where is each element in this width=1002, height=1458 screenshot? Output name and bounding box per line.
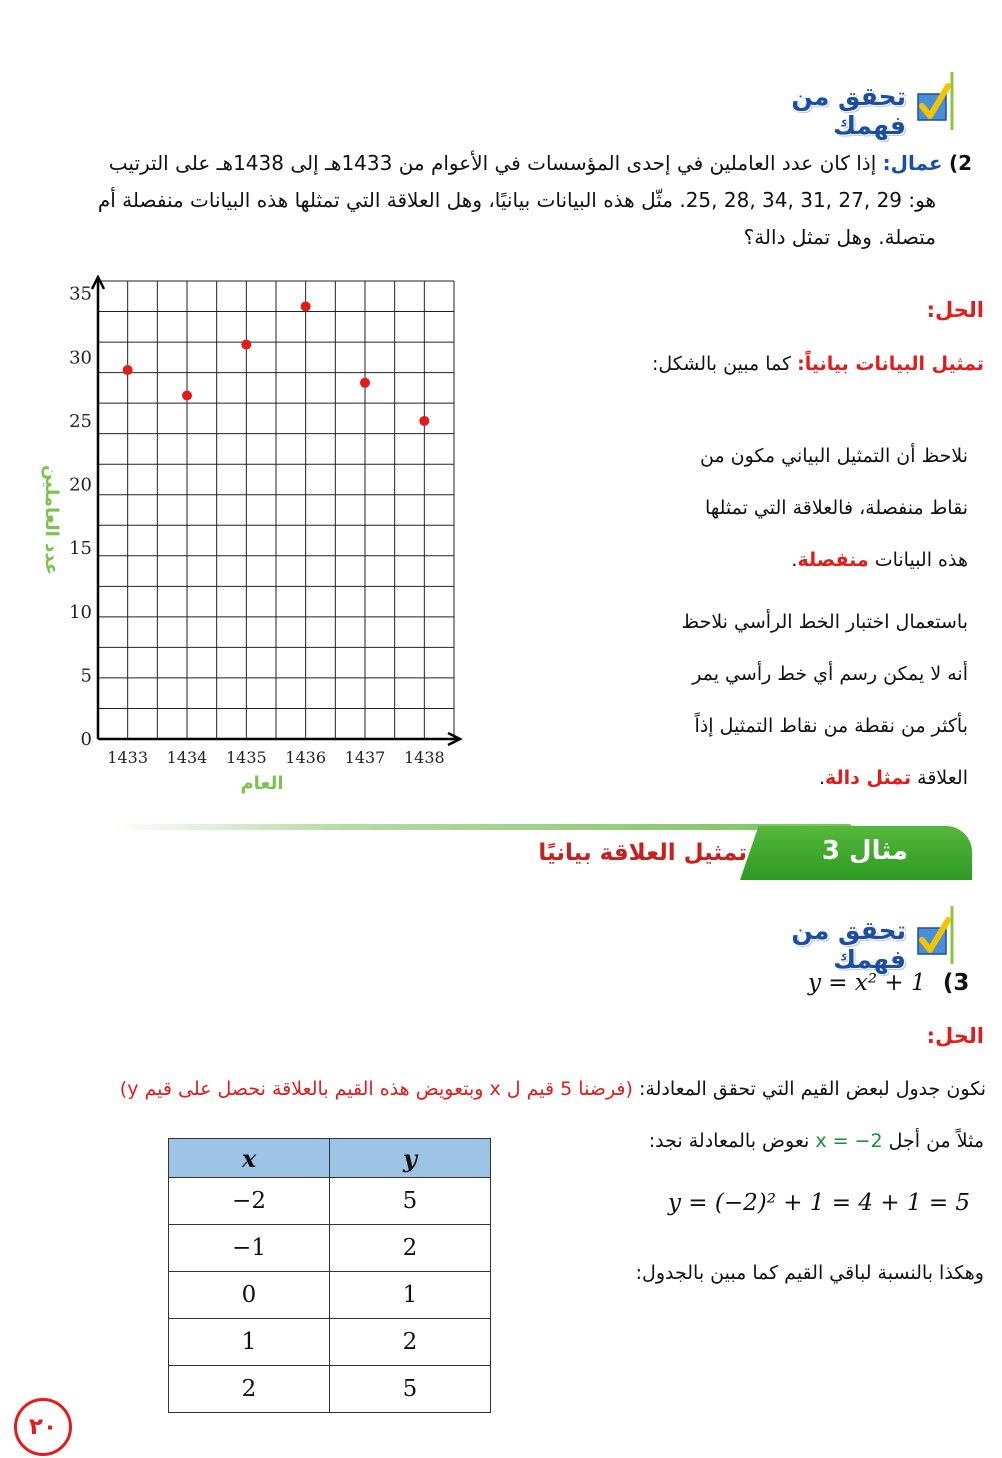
closing-text: وهكذا بالنسبة لباقي القيم كما مبين بالجدول: [635,1262,984,1284]
table-cell-x: −1 [169,1225,330,1272]
x-tick-label: 1435 [225,748,267,767]
obs2-line2: أنه لا يمكن رسم أي خط رأسي يمر [692,663,968,685]
example-equation: x = −2 [815,1130,883,1152]
problem-2 [22,145,972,256]
y-tick-label: 30 [69,347,92,369]
checkmark-icon [914,72,962,132]
y-tick-label: 15 [69,538,92,560]
y-tick-label: 25 [69,410,92,432]
x-axis-label: العام [240,773,284,794]
problem-3-number: (3 [942,970,970,996]
table-header-y: y [330,1139,491,1178]
page-number: ٢٠ [14,1398,72,1456]
graph-caption-rest: كما مبين بالشكل: [651,353,798,375]
table-row [169,1225,491,1272]
table-intro-line [11,1078,986,1100]
x-tick-label: 1433 [107,748,149,767]
y-tick-label: 5 [80,665,92,687]
table-row [169,1366,491,1413]
obs1-line3-text: هذه البيانات [868,549,968,571]
y-tick-label: 10 [69,601,92,623]
example-line [649,1130,984,1152]
table-note: (فرضنا 5 قيم ل x وبتعويض هذه القيم بالعلاقة نحصل على قيم y) [119,1078,633,1100]
problem-2-line1 [22,145,972,182]
example-banner-line [112,824,852,830]
problem-3-equation: y = x² + 1 [808,970,926,996]
obs2-line3: بأكثر من نقطة من نقاط التمثيل إذاً [694,715,968,737]
data-point [182,391,192,401]
graph-caption-emphasis: تمثيل البيانات بيانياً: [797,353,984,375]
problem-tag: عمال: [882,151,943,175]
table-cell-x: −2 [169,1178,330,1225]
table-cell-y: 2 [330,1319,491,1366]
x-tick-label: 1436 [285,748,327,767]
table-cell-x: 2 [169,1366,330,1413]
obs1-emphasis: منفصلة [797,549,869,571]
table-row [169,1319,491,1366]
solution-2-heading: الحل: [926,1024,984,1048]
graph-caption [652,353,984,375]
y-tick-label: 0 [80,729,92,750]
obs2-line1: باستعمال اختبار الخط الرأسي نلاحظ [681,611,968,633]
y-tick-label: 35 [69,283,92,305]
y-tick-label: 20 [69,474,92,496]
table-cell-y: 5 [330,1366,491,1413]
problem-2-line3: متصلة. وهل تمثل دالة؟ [743,225,936,249]
obs2-line4 [638,752,968,804]
example-subtitle: تمثيل العلاقة بيانيًا [538,840,747,866]
obs1-line3 [648,534,968,586]
table-cell-y: 5 [330,1178,491,1225]
table-cell-y: 1 [330,1272,491,1319]
checkmark-icon [914,906,962,966]
check-understanding-header [722,72,962,140]
data-point [123,365,133,375]
table-row [169,1178,491,1225]
check-understanding-label-2: تحقق من فهمك [791,916,906,974]
obs1-line2: نقاط منفصلة، فالعلاقة التي تمثلها [705,497,968,519]
obs1-line1: نلاحظ أن التمثيل البياني مكون من [699,445,968,467]
example-rest: نعوض بالمعادلة نجد: [648,1130,816,1152]
employees-scatter-chart [30,275,470,805]
values-table [168,1138,491,1413]
solution-heading: الحل: [926,298,984,322]
problem-3 [808,970,969,996]
table-cell-x: 0 [169,1272,330,1319]
problem-2-line2: هو: 29 ,27 ,31 ,34 ,28 ,25. مثّل هذه البيانات بيانيًا، وهل العلاقة التي تمثلها هذه البيانات منفصلة أم [97,188,936,212]
example-text: مثلاً من أجل [882,1130,984,1152]
data-point [419,416,429,426]
table-cell-x: 1 [169,1319,330,1366]
obs2-emphasis: تمثل دالة [824,767,912,789]
x-tick-label: 1438 [403,748,445,767]
computation: y = (−2)² + 1 = 4 + 1 = 5 [668,1190,971,1216]
x-tick-label: 1437 [344,748,386,767]
data-point [301,301,311,311]
table-cell-y: 2 [330,1225,491,1272]
obs2-line4-text: العلاقة [911,767,968,789]
x-tick-label: 1434 [166,748,208,767]
obs2-period: . [818,767,825,789]
y-axis-label: عدد العاملين [41,464,62,576]
problem-text-1: إذا كان عدد العاملين في إحدى المؤسسات في الأعوام من 1433هـ إلى 1438هـ على الترتيب [108,151,877,175]
obs1-period: . [791,549,798,571]
check-understanding-label: تحقق من فهمك [791,82,906,140]
table-header-x: x [169,1139,330,1178]
example-title: مثال 3 [821,836,909,866]
data-point [241,340,251,350]
table-intro: نكون جدول لبعض القيم التي تحقق المعادلة: [638,1078,986,1100]
data-point [360,378,370,388]
table-header-row [169,1139,491,1178]
table-row [169,1272,491,1319]
problem-number: 2) [948,151,972,175]
check-understanding-header-2 [722,906,962,974]
observation-1 [648,430,968,586]
observation-2 [638,596,968,804]
